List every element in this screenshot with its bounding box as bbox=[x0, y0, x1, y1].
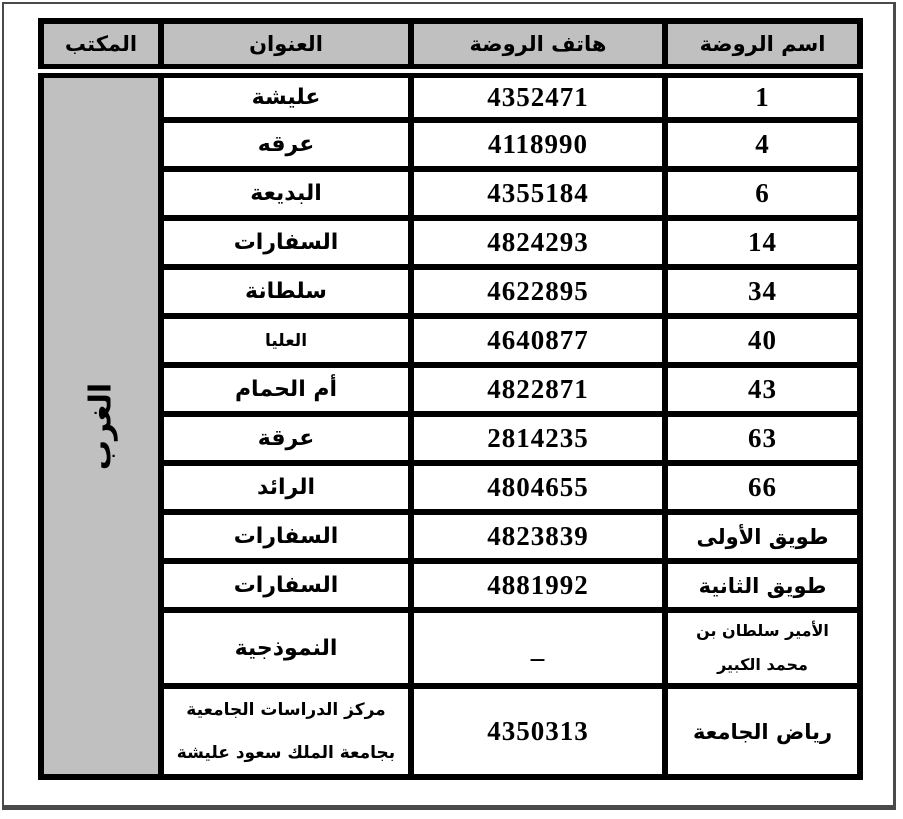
phone-cell: 4350313 bbox=[411, 686, 665, 777]
table-row bbox=[41, 218, 860, 267]
address-cell: سلطانة bbox=[161, 267, 411, 316]
name-cell: 63 bbox=[665, 414, 860, 463]
column-header-office: المكتب bbox=[41, 21, 161, 71]
phone-cell: 4822871 bbox=[411, 365, 665, 414]
phone-cell: _ bbox=[411, 610, 665, 686]
address-cell: الرائد bbox=[161, 463, 411, 512]
address-cell: السفارات bbox=[161, 512, 411, 561]
name-cell: 43 bbox=[665, 365, 860, 414]
table-row bbox=[41, 610, 860, 686]
phone-cell: 4804655 bbox=[411, 463, 665, 512]
table-row bbox=[41, 561, 860, 610]
header-row bbox=[41, 21, 860, 71]
phone-cell: 4622895 bbox=[411, 267, 665, 316]
address-cell: مركز الدراسات الجامعية بجامعة الملك سعود عليشة bbox=[161, 686, 411, 777]
name-cell: 40 bbox=[665, 316, 860, 365]
phone-cell: 4823839 bbox=[411, 512, 665, 561]
table-row bbox=[41, 686, 860, 777]
name-cell: 4 bbox=[665, 120, 860, 169]
office-group-label: الغرب bbox=[83, 382, 119, 470]
column-header-name: اسم الروضة bbox=[665, 21, 860, 71]
table-row bbox=[41, 414, 860, 463]
name-cell: 34 bbox=[665, 267, 860, 316]
name-cell: 6 bbox=[665, 169, 860, 218]
phone-cell: 4824293 bbox=[411, 218, 665, 267]
address-cell: البديعة bbox=[161, 169, 411, 218]
column-header-address: العنوان bbox=[161, 21, 411, 71]
phone-cell: 4352471 bbox=[411, 71, 665, 120]
phone-cell: 2814235 bbox=[411, 414, 665, 463]
table-row bbox=[41, 316, 860, 365]
table-row bbox=[41, 463, 860, 512]
address-cell: السفارات bbox=[161, 218, 411, 267]
table-row bbox=[41, 512, 860, 561]
address-cell: النموذجية bbox=[161, 610, 411, 686]
column-header-phone: هاتف الروضة bbox=[411, 21, 665, 71]
name-cell: رياض الجامعة bbox=[665, 686, 860, 777]
address-cell: عرقة bbox=[161, 414, 411, 463]
table-row bbox=[41, 267, 860, 316]
name-cell: طويق الثانية bbox=[665, 561, 860, 610]
name-cell: 66 bbox=[665, 463, 860, 512]
table-row bbox=[41, 71, 860, 120]
table-row bbox=[41, 365, 860, 414]
table-row bbox=[41, 169, 860, 218]
kindergarten-directory-table bbox=[38, 18, 863, 780]
phone-cell: 4881992 bbox=[411, 561, 665, 610]
office-group-cell bbox=[41, 71, 161, 777]
address-cell: أم الحمام bbox=[161, 365, 411, 414]
phone-cell: 4118990 bbox=[411, 120, 665, 169]
name-cell: 14 bbox=[665, 218, 860, 267]
name-cell: الأمير سلطان بن محمد الكبير bbox=[665, 610, 860, 686]
phone-cell: 4355184 bbox=[411, 169, 665, 218]
table-row bbox=[41, 120, 860, 169]
name-cell: طويق الأولى bbox=[665, 512, 860, 561]
address-cell: عليشة bbox=[161, 71, 411, 120]
address-cell: العليا bbox=[161, 316, 411, 365]
address-cell: السفارات bbox=[161, 561, 411, 610]
phone-cell: 4640877 bbox=[411, 316, 665, 365]
name-cell: 1 bbox=[665, 71, 860, 120]
address-cell: عرقه bbox=[161, 120, 411, 169]
